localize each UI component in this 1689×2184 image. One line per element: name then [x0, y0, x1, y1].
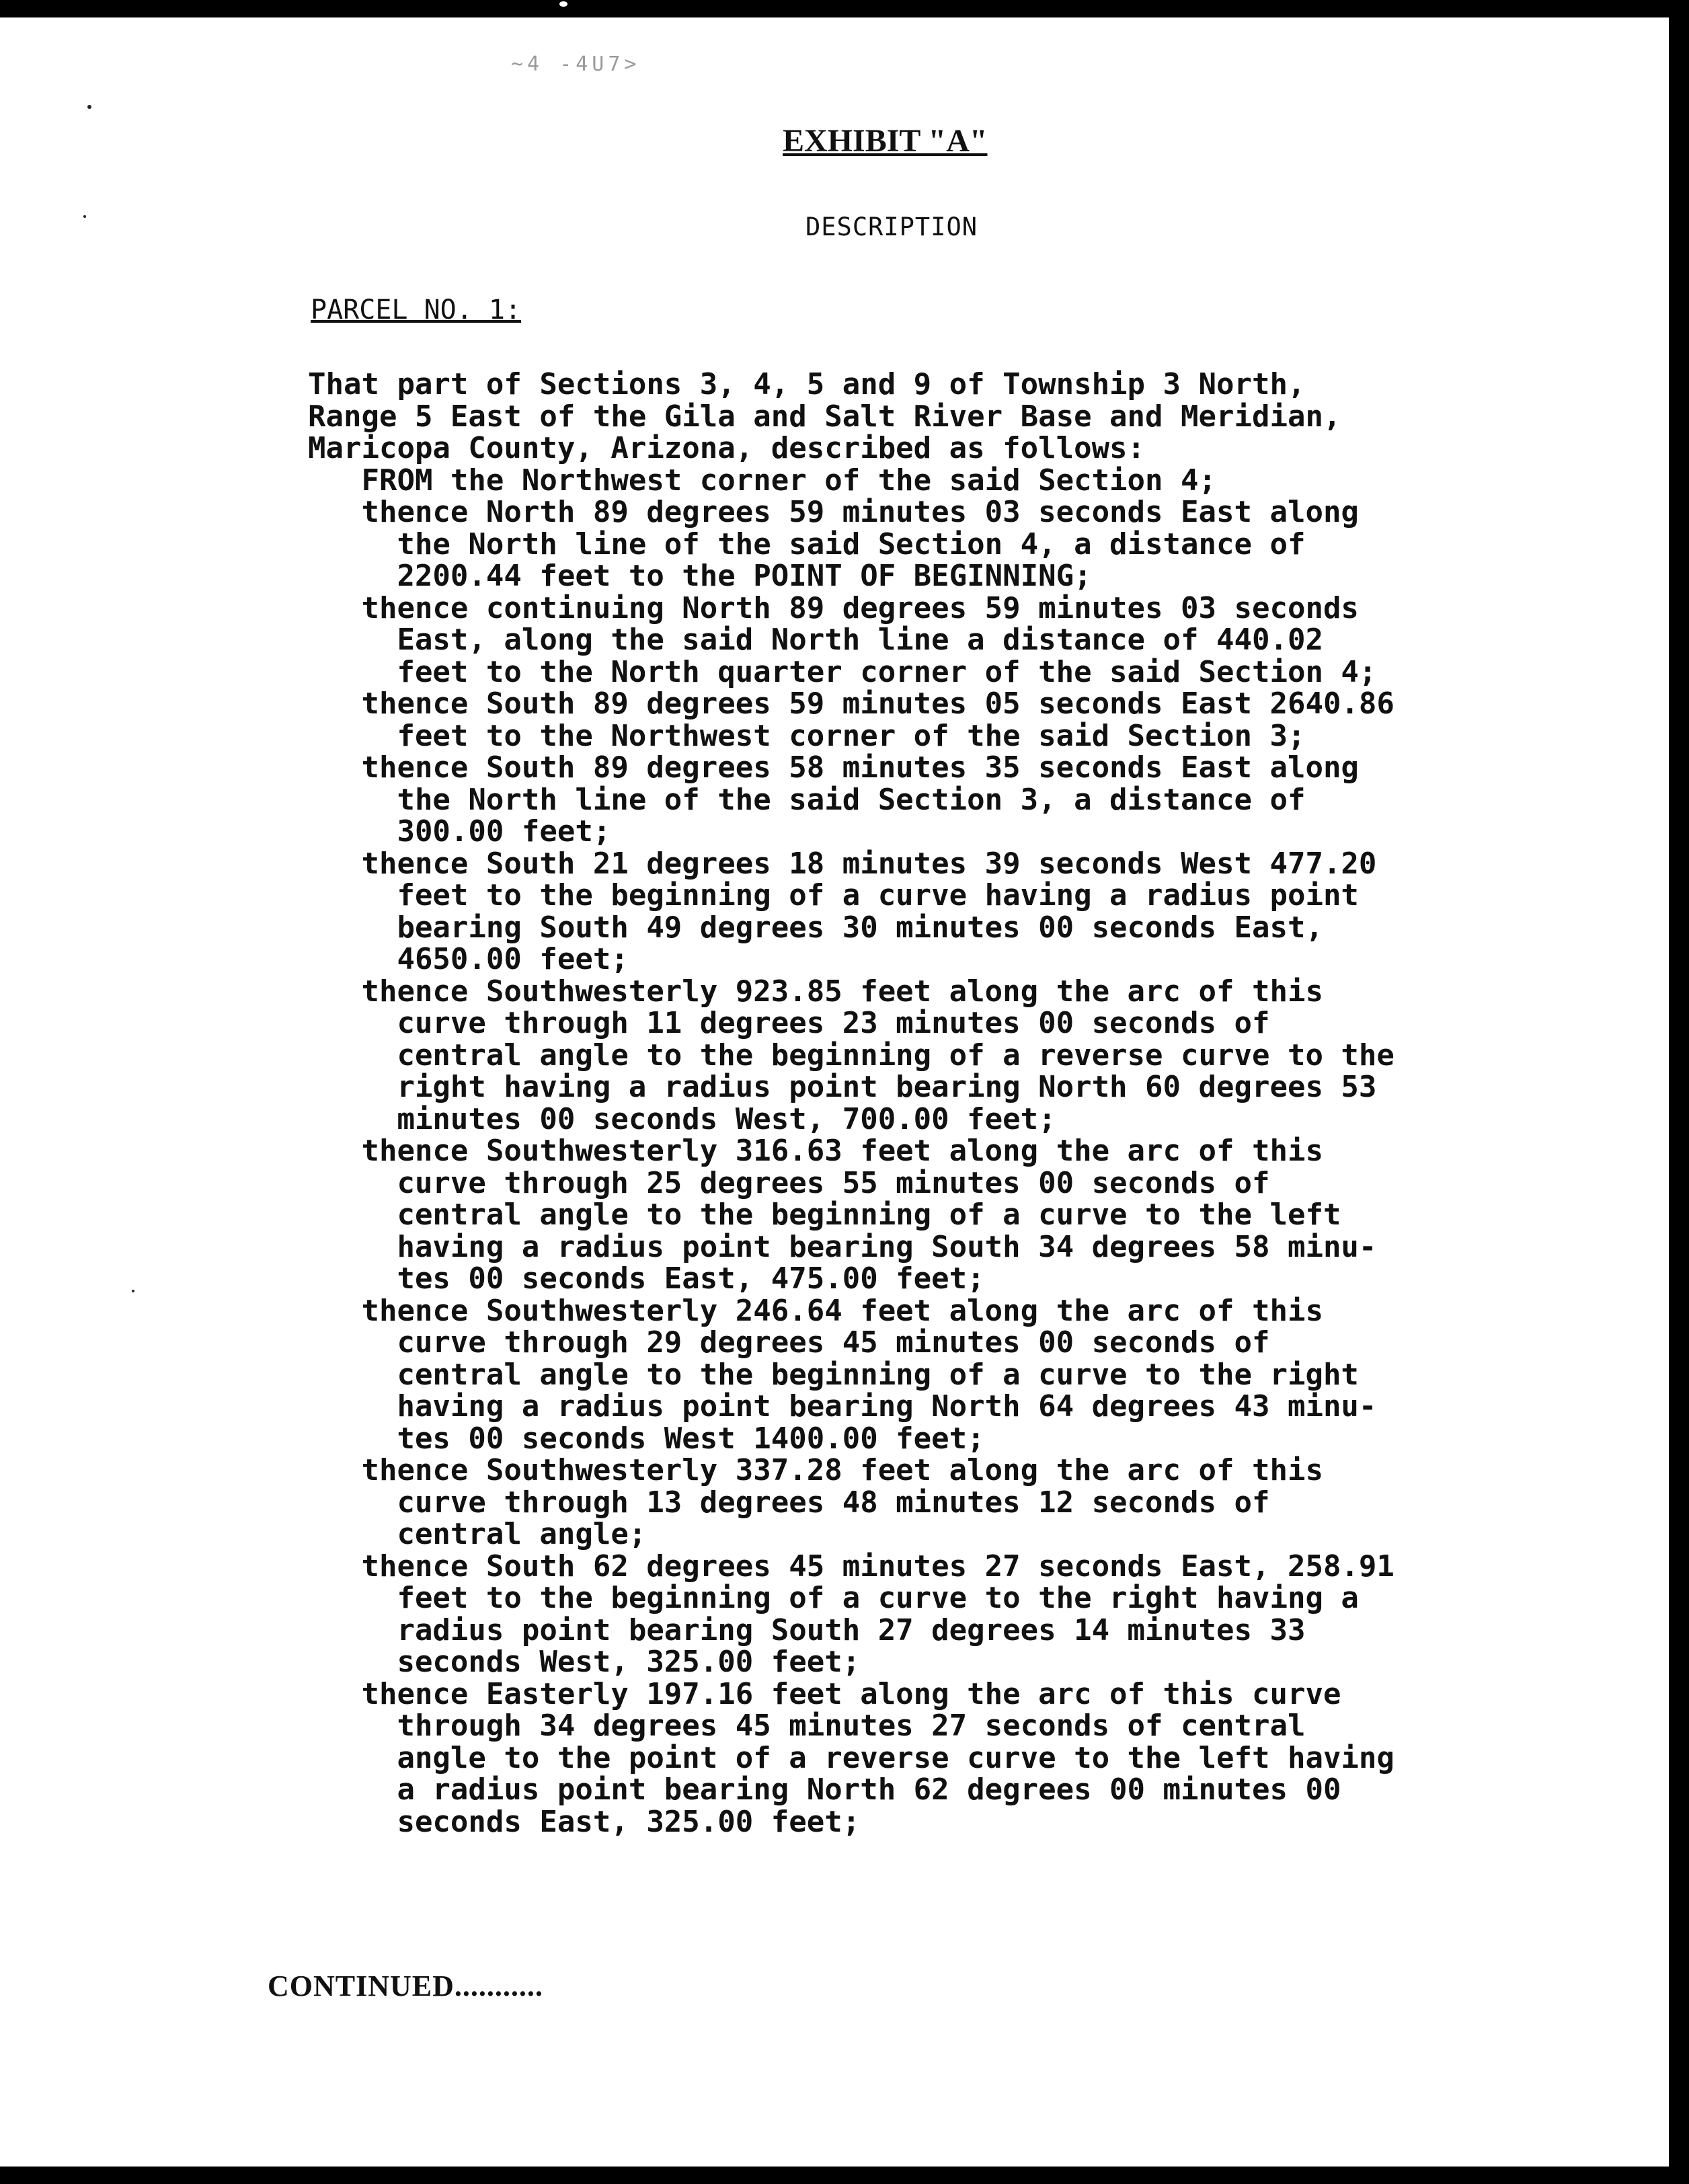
description-line: bearing South 49 degrees 30 minutes 00 seconds East,: [308, 910, 1323, 945]
description-line: having a radius point bearing North 64 degrees 43 minu-: [308, 1389, 1377, 1424]
description-line: central angle to the beginning of a curve to the right: [308, 1357, 1359, 1392]
description-line: seconds West, 325.00 feet;: [308, 1645, 861, 1679]
scan-border-right: [1669, 0, 1689, 2184]
scan-border-top: [0, 0, 1689, 17]
description-line: thence Southwesterly 337.28 feet along the arc of this: [308, 1453, 1323, 1487]
description-line: Maricopa County, Arizona, described as follows:: [308, 431, 1146, 465]
description-line: 2200.44 feet to the POINT OF BEGINNING;: [308, 559, 1092, 593]
description-line: East, along the said North line a distance of 440.02: [308, 623, 1323, 657]
scan-speck: [87, 105, 91, 109]
description-line: the North line of the said Section 3, a distance of: [308, 782, 1306, 817]
parcel-heading: PARCEL NO. 1:: [311, 295, 522, 325]
description-line: central angle to the beginning of a curve to the left: [308, 1198, 1341, 1232]
description-line: central angle to the beginning of a reverse curve to the: [308, 1038, 1395, 1072]
description-line: curve through 13 degrees 48 minutes 12 seconds of: [308, 1485, 1270, 1520]
continued-note: CONTINUED...........: [268, 1970, 543, 2002]
description-line: seconds East, 325.00 feet;: [308, 1804, 861, 1839]
legal-description-body: [308, 368, 1505, 1838]
description-line: central angle;: [308, 1517, 647, 1551]
exhibit-title: EXHIBIT "A": [783, 123, 988, 159]
document-subtitle: DESCRIPTION: [806, 212, 978, 241]
description-line: thence South 21 degrees 18 minutes 39 seconds West 477.20: [308, 846, 1377, 881]
description-line: Range 5 East of the Gila and Salt River Base and Meridian,: [308, 399, 1341, 434]
description-line: curve through 25 degrees 55 minutes 00 seconds of: [308, 1165, 1270, 1200]
description-line: through 34 degrees 45 minutes 27 seconds of central: [308, 1709, 1306, 1743]
description-line: That part of Sections 3, 4, 5 and 9 of Township 3 North,: [308, 367, 1306, 401]
description-line: 300.00 feet;: [308, 814, 611, 849]
description-line: a radius point bearing North 62 degrees 00 minutes 00: [308, 1772, 1341, 1807]
description-line: 4650.00 feet;: [308, 942, 629, 976]
description-line: feet to the beginning of a curve to the right having a: [308, 1581, 1359, 1615]
scan-speck: [132, 1290, 134, 1292]
scan-speck: [83, 215, 86, 218]
description-line: thence South 89 degrees 58 minutes 35 seconds East along: [308, 750, 1359, 785]
description-line: tes 00 seconds East, 475.00 feet;: [308, 1261, 985, 1296]
description-line: feet to the beginning of a curve having a radius point: [308, 878, 1359, 912]
description-line: the North line of the said Section 4, a distance of: [308, 526, 1306, 561]
description-line: feet to the Northwest corner of the said Section 3;: [308, 718, 1306, 753]
description-line: minutes 00 seconds West, 700.00 feet;: [308, 1101, 1056, 1136]
description-line: thence Easterly 197.16 feet along the arc of this curve: [308, 1676, 1341, 1711]
description-line: FROM the Northwest corner of the said Section 4;: [308, 463, 1217, 498]
description-line: curve through 29 degrees 45 minutes 00 seconds of: [308, 1325, 1270, 1360]
description-line: curve through 11 degrees 23 minutes 00 seconds of: [308, 1006, 1270, 1040]
description-line: thence Southwesterly 923.85 feet along the arc of this: [308, 974, 1323, 1009]
description-line: thence continuing North 89 degrees 59 minutes 03 seconds: [308, 590, 1359, 625]
description-line: having a radius point bearing South 34 degrees 58 minu-: [308, 1229, 1377, 1264]
description-line: radius point bearing South 27 degrees 14 minutes 33: [308, 1612, 1306, 1647]
faint-stamp: ~4 -4U7>: [511, 52, 641, 76]
description-line: thence South 62 degrees 45 minutes 27 seconds East, 258.91: [308, 1549, 1395, 1584]
description-line: thence Southwesterly 246.64 feet along the arc of this: [308, 1293, 1323, 1328]
description-line: thence South 89 degrees 59 minutes 05 seconds East 2640.86: [308, 687, 1395, 721]
description-line: tes 00 seconds West 1400.00 feet;: [308, 1421, 985, 1456]
scan-speck: [559, 1, 567, 7]
description-line: right having a radius point bearing North 60 degrees 53: [308, 1070, 1377, 1104]
scan-border-bottom: [0, 2167, 1689, 2184]
description-line: thence Southwesterly 316.63 feet along the arc of this: [308, 1134, 1323, 1168]
description-line: angle to the point of a reverse curve to the left having: [308, 1740, 1395, 1775]
description-line: thence North 89 degrees 59 minutes 03 seconds East along: [308, 495, 1359, 529]
description-line: feet to the North quarter corner of the said Section 4;: [308, 654, 1377, 689]
